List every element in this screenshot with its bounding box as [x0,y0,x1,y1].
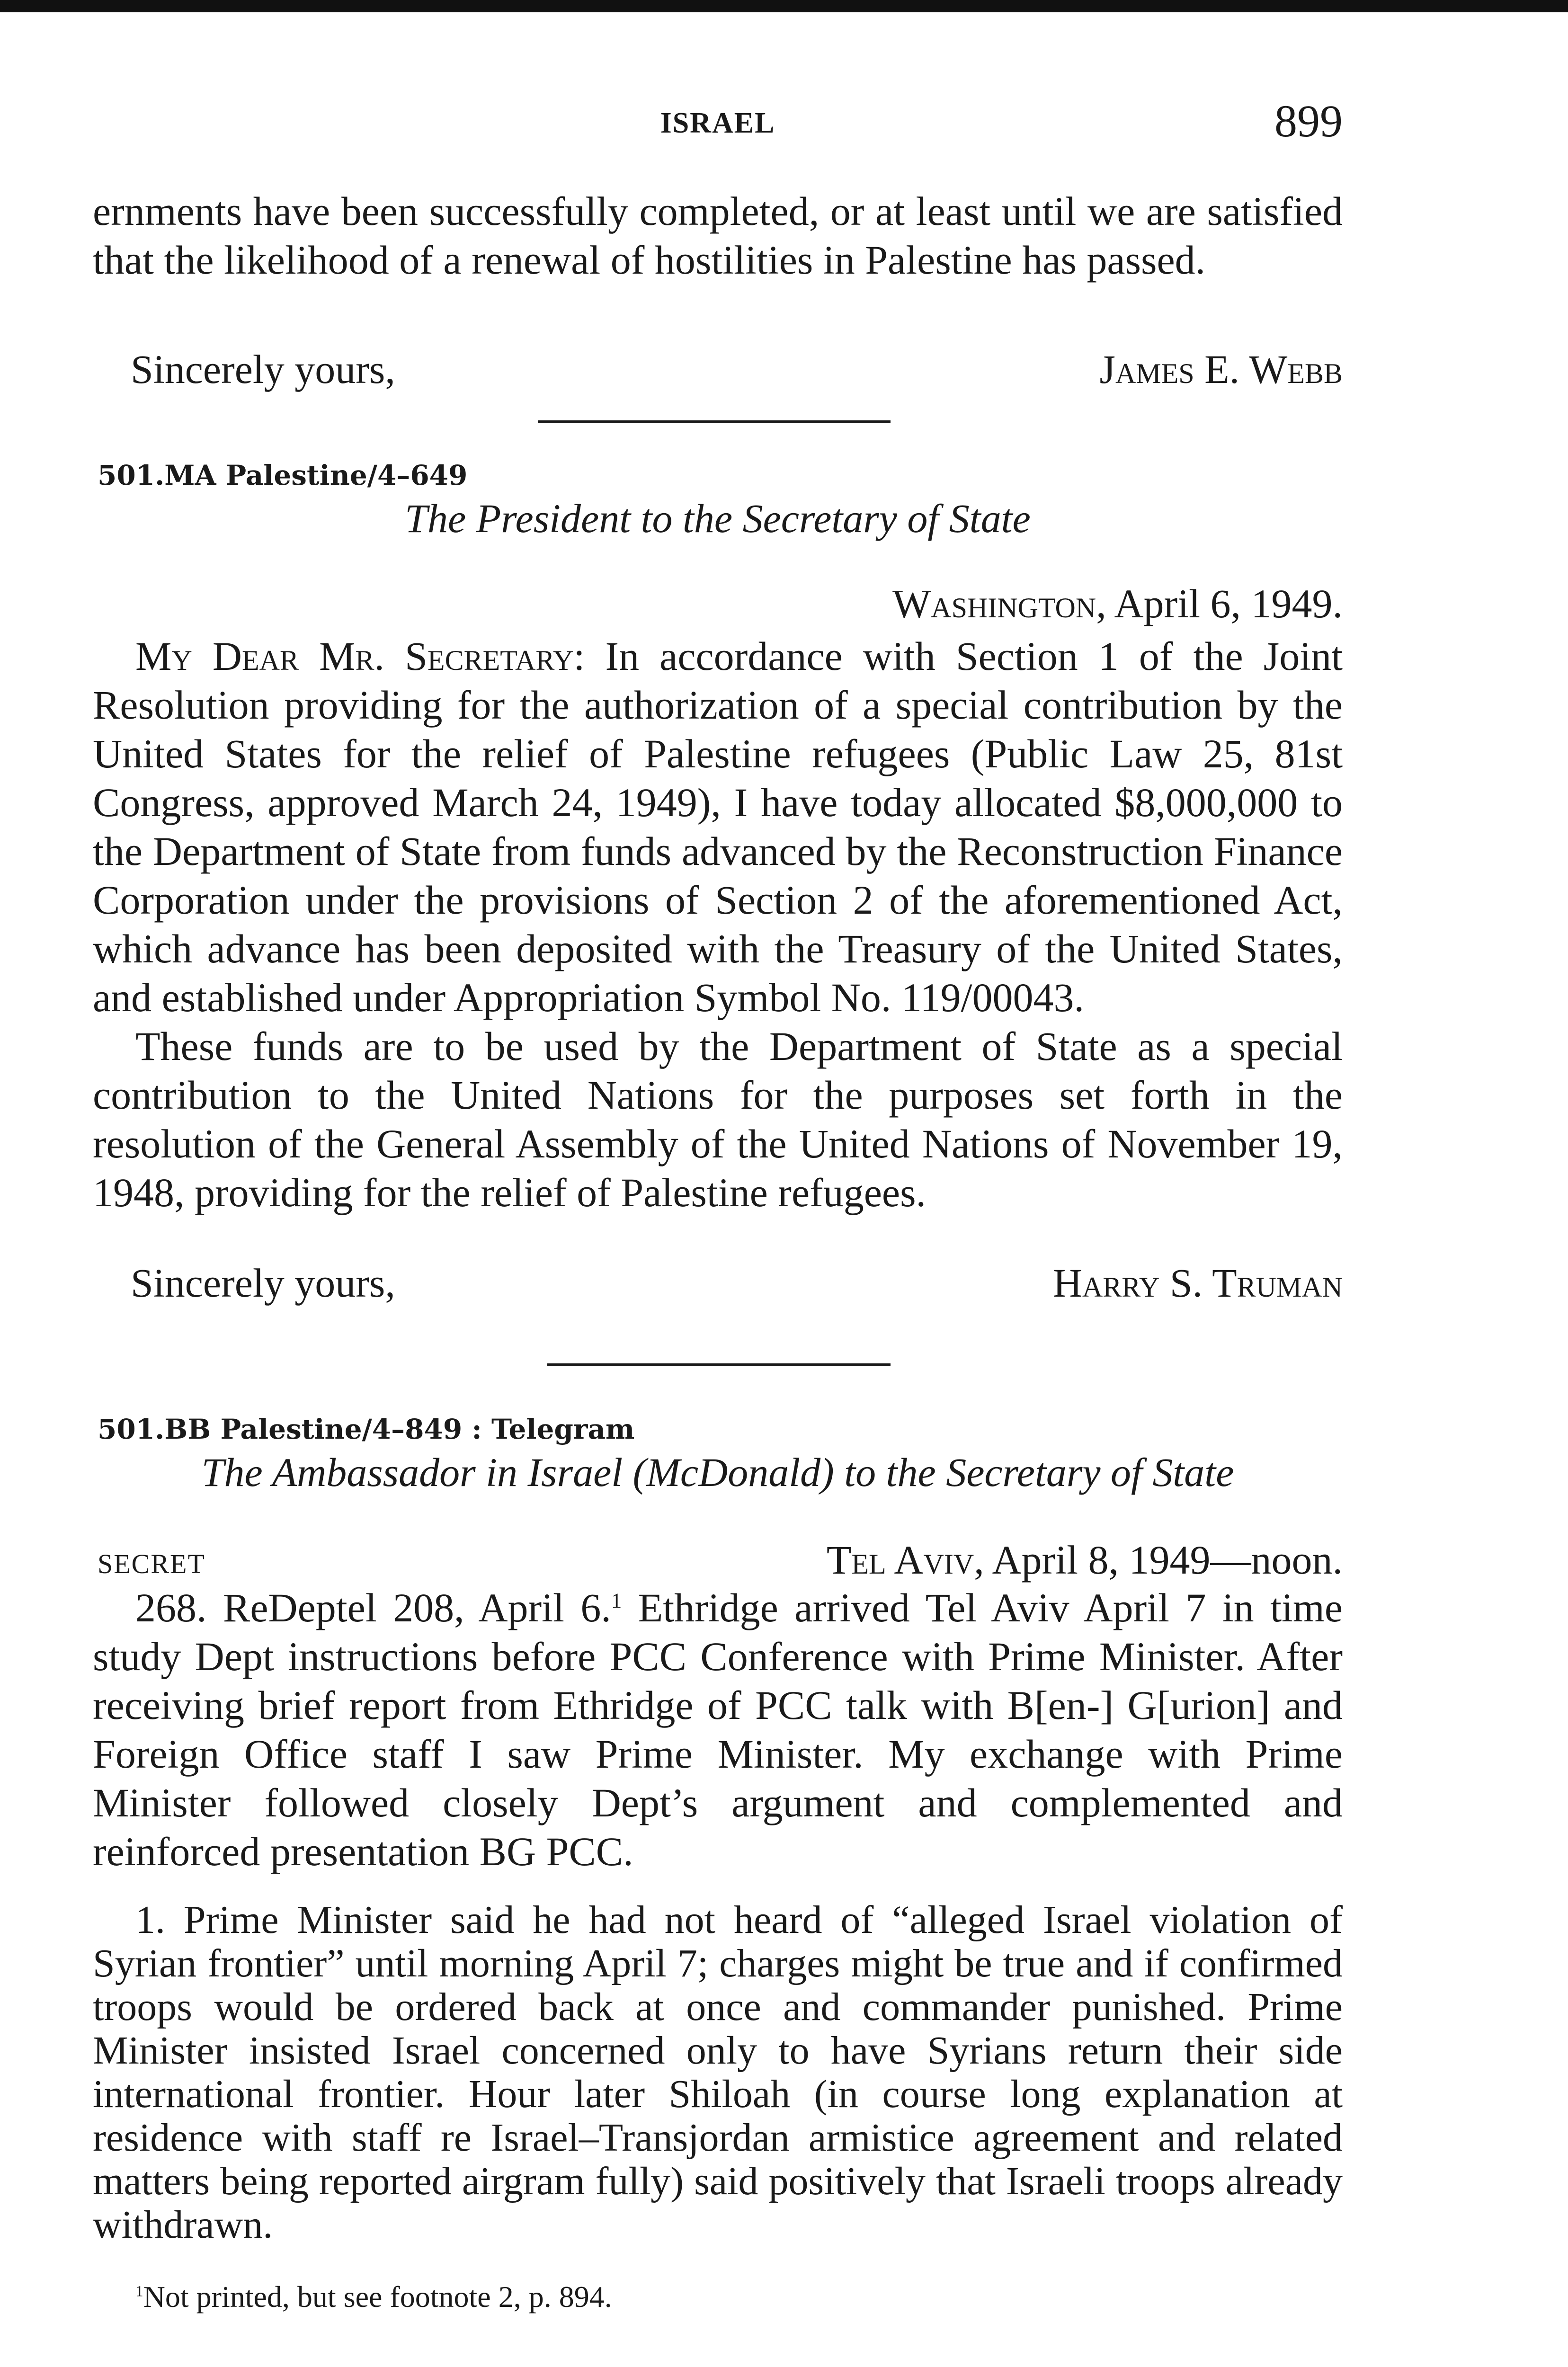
section-divider [538,420,891,423]
footnote-reference-mark: 1 [611,1588,622,1612]
doc1-signer: Harry S. Truman [1052,1260,1343,1306]
doc2-date: April 8, 1949—noon. [992,1537,1343,1583]
doc1-para1-text: In accordance with Section 1 of the Joint Resolution providing for the authorization of a special contribution by the United States for the relief of Palestine refugees (Public Law 25, 81st Congress, approved March 24, 1949), I have today allocated $8,000,000 to the Department of State from funds advanced by the Reconstruction Finance Corporation under the provisions of Section 2 of the aforementioned Act, which advance has been deposited with the Treasury of the United States, and established under Appropriation Symbol No. 119/00043. [93,633,1343,1020]
continuation-text: ernments have been successfully completed, or at least until we are satisfied that the likelihood of a renewal of hostilities in Palestine has passed. [93,188,1343,283]
doc1-dateline: Washington, April 6, 1949. [892,581,1343,626]
footnote [135,2279,612,2314]
doc2-dateline: Tel Aviv, April 8, 1949—noon. [826,1537,1343,1583]
doc2-para1 [93,1584,1343,1876]
doc2-para1-block [93,1584,1343,1876]
doc1-reference: 501.MA Palestine/4–649 [98,459,468,491]
continuation-signer: James E. Webb [1099,347,1343,392]
doc2-para1-start: 268. ReDeptel 208, April 6. [135,1585,611,1630]
doc2-classification: SECRET [98,1548,205,1579]
continuation-block [93,187,1343,285]
scan-top-edge [0,0,1568,12]
doc2-place: Tel Aviv [826,1537,974,1583]
doc2-para2: 1. Prime Minister said he had not heard of “alleged Israel violation of Syrian frontier” until morning April 7; charges might be true and if confirmed troops would be ordered back at once and commander punished. Prime Minister insisted Israel concerned only to have Syrians return their side international frontier. Hour later Shiloah (in course long explanation at residence with staff re Israel–Transjordan armistice agreement and related matters being reported airgram fully) said positively that Israeli troops already withdrawn. [93,1898,1343,2247]
continuation-closing: Sincerely yours, [131,347,395,392]
doc1-salutation: My Dear Mr. Secretary: [135,633,585,679]
doc1-date: April 6, 1949. [1114,581,1343,626]
doc2-para2-block [93,1898,1343,2247]
footnote-text: Not printed, but see footnote 2, p. 894. [143,2280,612,2314]
running-title: ISRAEL [660,107,775,139]
page-number: 899 [1274,96,1343,146]
doc2-title: The Ambassador in Israel (McDonald) to the Secretary of State [201,1450,1234,1495]
doc2-reference: 501.BB Palestine/4–849 : Telegram [98,1413,635,1445]
doc2-para1-rest: Ethridge arrived Tel Aviv April 7 in time study Dept instructions before PCC Conference with Prime Minister. After receiving brief report from Ethridge of PCC talk with B[en-] G[urion] and Foreign Office staff I saw Prime Minister. My exchange with Prime Minister followed closely Dept’s argument and complemented and reinforced presentation BG PCC. [93,1585,1343,1874]
doc1-para2: These funds are to be used by the Department of State as a special contribution to the United Nations for the purposes set forth in the resolution of the General Assembly of the United Nations of November 19, 1948, providing for the relief of Palestine refugees. [93,1023,1343,1215]
footnote-mark: 1 [135,2282,143,2300]
doc1-place: Washington [892,581,1096,626]
doc1-body [93,632,1343,1217]
doc1-closing: Sincerely yours, [131,1260,395,1306]
doc1-title: The President to the Secretary of State [405,496,1031,541]
doc1-para1 [93,632,1343,1022]
section-divider [547,1363,891,1366]
